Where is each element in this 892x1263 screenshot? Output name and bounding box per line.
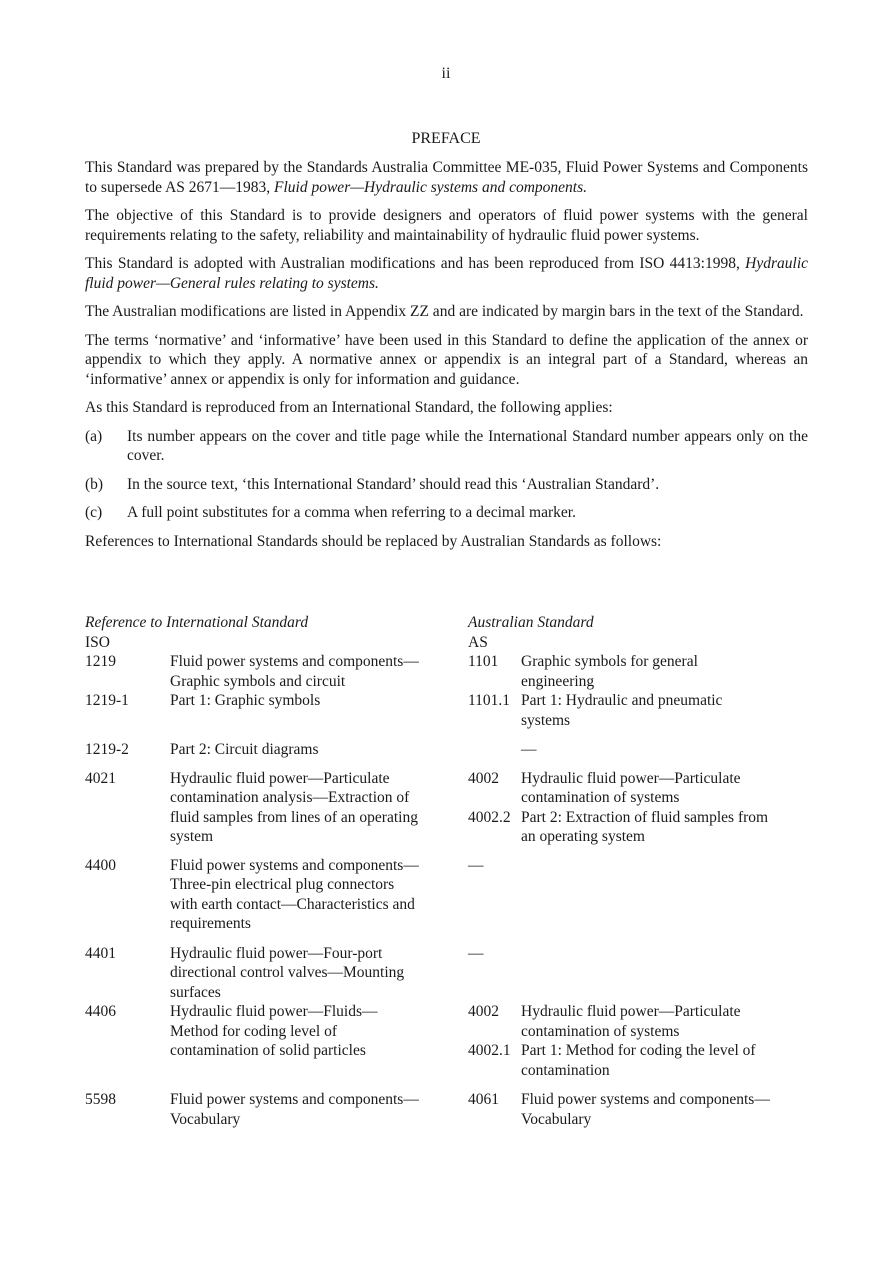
as-title: contamination of systems (521, 1022, 680, 1040)
paragraph-4: The Australian modifications are listed in Appendix ZZ and are indicated by margin bars in the text of the Standard. (85, 303, 804, 320)
paragraph-5: The terms ‘normative’ and ‘informative’ have been used in this Standard to define the application of the annex or appendix to which they apply. A normative annex or appendix is an integral part of a Standard, whereas an ‘informative’ annex or appendix is only for information and guidance. (85, 331, 808, 388)
iso-number (85, 1022, 170, 1042)
iso-title: fluid samples from lines of an operating (170, 808, 418, 826)
table-line (85, 672, 808, 692)
list-item (85, 427, 808, 466)
table-subheader (85, 633, 808, 653)
table-line (85, 1110, 808, 1130)
paragraph-3 (85, 254, 808, 293)
as-number (468, 711, 521, 731)
as-title: engineering (521, 672, 595, 690)
iso-title: Part 1: Graphic symbols (170, 692, 321, 709)
as-title (521, 895, 808, 915)
as-number (468, 788, 521, 808)
iso-title: directional control valves—Mounting (170, 964, 405, 981)
as-number: 4002.1 (468, 1042, 511, 1059)
as-number: 1101 (468, 653, 499, 670)
iso-title: Part 2: Circuit diagrams (170, 741, 319, 758)
iso-number (85, 1041, 170, 1061)
iso-number (85, 895, 170, 915)
iso-title: Fluid power systems and components— (170, 856, 419, 874)
iso-title (170, 1061, 468, 1081)
as-title: Hydraulic fluid power—Particulate (521, 769, 741, 787)
iso-title: with earth contact—Characteristics and (170, 895, 415, 913)
table-row (85, 1090, 808, 1129)
list-item-label: (b) (85, 475, 104, 493)
list-item-text: In the source text, ‘this International Standard’ should read this ‘Australian Standard’. (127, 475, 660, 493)
as-number: 4061 (468, 1091, 499, 1108)
as-title (521, 983, 808, 1003)
page-number: ii (441, 65, 451, 82)
as-number: 4002 (468, 769, 499, 787)
table-line (85, 808, 808, 828)
page-title: PREFACE (411, 130, 481, 147)
as-number (468, 895, 521, 915)
table-line (85, 963, 808, 983)
table-line (85, 856, 808, 876)
as-title (521, 856, 808, 876)
table-line (85, 1041, 808, 1061)
paragraph-1-italic: Fluid power—Hydraulic systems and components. (274, 178, 587, 196)
as-number: 4002.2 (468, 808, 511, 826)
iso-number: 5598 (85, 1091, 116, 1108)
iso-number: 1219-1 (85, 692, 129, 709)
as-title (521, 963, 808, 983)
iso-title: contamination of solid particles (170, 1042, 366, 1059)
iso-title: Graphic symbols and circuit (170, 672, 346, 690)
as-heading: Australian Standard (468, 614, 594, 631)
table-line (85, 895, 808, 915)
iso-number (85, 788, 170, 808)
as-number (468, 963, 521, 983)
as-number (468, 740, 521, 760)
as-number (468, 672, 521, 692)
iso-number: 4401 (85, 944, 116, 962)
table-row (85, 740, 808, 760)
as-number: 1101.1 (468, 692, 511, 709)
as-number: 4002 (468, 1003, 499, 1020)
list-item-text: A full point substitutes for a comma when referring to a decimal marker. (127, 504, 576, 521)
list-item (85, 503, 808, 523)
iso-title: Hydraulic fluid power—Fluids— (170, 1003, 378, 1020)
iso-subheading: ISO (85, 633, 110, 651)
iso-number (85, 672, 170, 692)
iso-number (85, 827, 170, 847)
table-line (85, 691, 808, 711)
table-row (85, 691, 808, 730)
as-title (521, 914, 808, 934)
as-number (468, 1110, 521, 1130)
iso-title: Three-pin electrical plug connectors (170, 876, 395, 893)
table-row (85, 944, 808, 1003)
preface-body (85, 158, 808, 560)
as-title: — (521, 741, 537, 758)
table-line (85, 711, 808, 731)
table-line (85, 1090, 808, 1110)
paragraph-2: The objective of this Standard is to provide designers and operators of fluid power systems with the general requirements relating to the safety, reliability and maintainability of hydraulic fluid power systems. (85, 207, 808, 244)
as-number (468, 983, 521, 1003)
iso-title: Vocabulary (170, 1110, 241, 1128)
iso-number: 4406 (85, 1003, 116, 1020)
as-title: Part 2: Extraction of fluid samples from (521, 808, 769, 826)
table-row (85, 1002, 808, 1080)
as-title: an operating system (521, 828, 645, 845)
iso-number (85, 808, 170, 828)
iso-title: Fluid power systems and components— (170, 653, 419, 670)
table-line (85, 1002, 808, 1022)
table-line (85, 769, 808, 789)
iso-number: 1219-2 (85, 741, 129, 758)
table-line (85, 788, 808, 808)
table-line (85, 1061, 808, 1081)
as-title (521, 944, 808, 964)
iso-number: 4400 (85, 856, 116, 874)
as-subheading: AS (468, 633, 488, 651)
iso-number (85, 711, 170, 731)
table-row (85, 652, 808, 691)
table-line (85, 983, 808, 1003)
iso-number (85, 1110, 170, 1130)
as-title: Vocabulary (521, 1110, 592, 1128)
list-item (85, 475, 808, 495)
iso-title: surfaces (170, 983, 221, 1001)
table-header (85, 613, 808, 633)
table-row (85, 856, 808, 934)
iso-title: Hydraulic fluid power—Four-port (170, 944, 383, 962)
iso-title: Hydraulic fluid power—Particulate (170, 769, 390, 787)
as-number: — (468, 944, 484, 962)
iso-title (170, 711, 468, 731)
iso-number (85, 963, 170, 983)
paragraph-1-text: This Standard was prepared by the Standards Australia Committee ME-035, Fluid Power Systems and Components to supersede AS 2671—1983, (85, 159, 808, 196)
as-title: Part 1: Hydraulic and pneumatic (521, 692, 723, 709)
iso-title: contamination analysis—Extraction of (170, 789, 410, 806)
as-number (468, 827, 521, 847)
paragraph-3-text: This Standard is adopted with Australian modifications and has been reproduced from ISO 4413:1998, (85, 255, 740, 272)
table-line (85, 652, 808, 672)
list-item-label: (a) (85, 427, 103, 445)
iso-number (85, 983, 170, 1003)
reference-table (85, 613, 808, 1129)
as-title: systems (521, 711, 571, 729)
list-item-text: Its number appears on the cover and title page while the International Standard number appears only on the cover. (127, 427, 808, 464)
table-line (85, 1022, 808, 1042)
iso-number (85, 875, 170, 895)
as-title (521, 875, 808, 895)
iso-number: 1219 (85, 653, 116, 670)
as-title: Part 1: Method for coding the level of (521, 1042, 756, 1059)
as-number (468, 1022, 521, 1042)
as-number (468, 1061, 521, 1081)
table-line (85, 944, 808, 964)
table-line (85, 914, 808, 934)
as-title: Hydraulic fluid power—Particulate (521, 1003, 741, 1020)
paragraph-1 (85, 158, 808, 197)
as-title: Fluid power systems and components— (521, 1091, 770, 1108)
paragraph-7: References to International Standards should be replaced by Australian Standards as follows: (85, 532, 662, 550)
as-number (468, 875, 521, 895)
iso-number (85, 914, 170, 934)
iso-title: Fluid power systems and components— (170, 1091, 419, 1108)
table-line (85, 875, 808, 895)
iso-number: 4021 (85, 769, 116, 787)
table-line (85, 827, 808, 847)
paragraph-6: As this Standard is reproduced from an International Standard, the following applies: (85, 399, 613, 416)
table-row (85, 769, 808, 847)
iso-title: system (170, 828, 214, 845)
as-title: contamination of systems (521, 789, 680, 806)
as-number (468, 914, 521, 934)
iso-title: Method for coding level of (170, 1022, 338, 1040)
table-line (85, 740, 808, 760)
as-title: contamination (521, 1061, 610, 1079)
paragraph-3-italic: Hydraulic fluid power—General rules relating to systems. (85, 255, 809, 292)
iso-title: requirements (170, 915, 251, 932)
iso-number (85, 1061, 170, 1081)
iso-heading: Reference to International Standard (85, 614, 309, 631)
as-number: — (468, 856, 484, 874)
as-title: Graphic symbols for general (521, 653, 698, 670)
list-item-label: (c) (85, 504, 103, 521)
